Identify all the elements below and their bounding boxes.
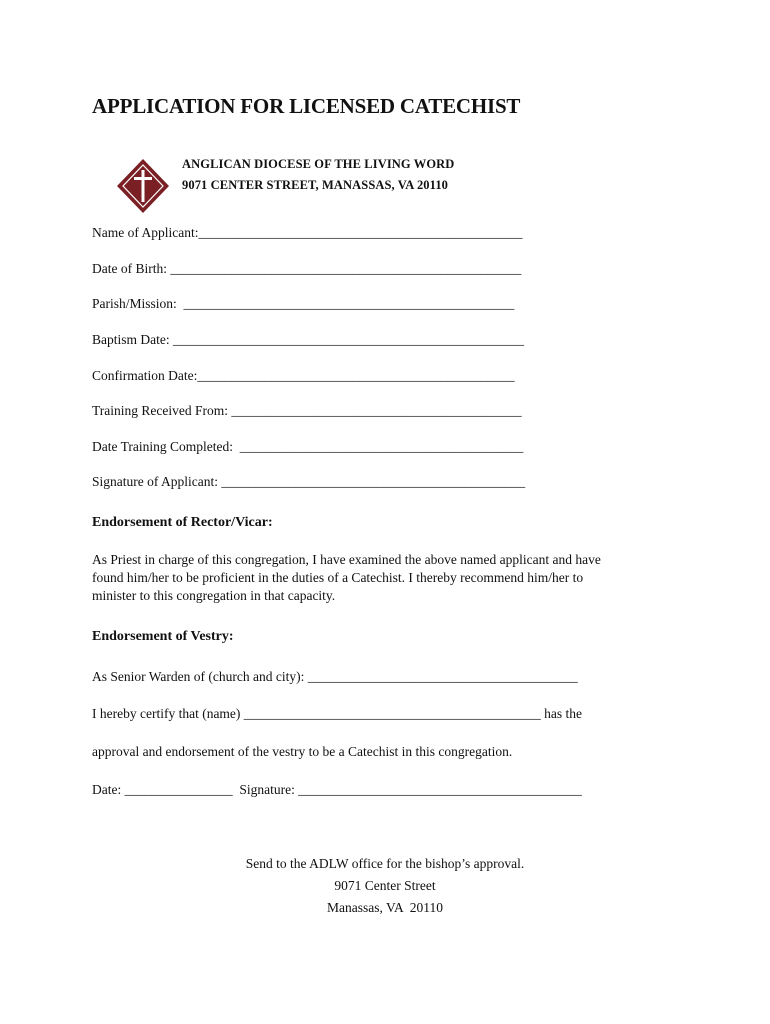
field-name-of-applicant: Name of Applicant:________________________________________________: [92, 225, 523, 240]
rector-paragraph-line: found him/her to be proficient in the duties of a Catechist. I thereby recommend him/her to: [92, 570, 584, 585]
field-certify-name: I hereby certify that (name) ____________________________________________ has the: [92, 706, 583, 721]
org-name: ANGLICAN DIOCESE OF THE LIVING WORD: [182, 157, 455, 171]
field-confirmation-date: Confirmation Date:_______________________________________________: [92, 368, 515, 383]
page-title: APPLICATION FOR LICENSED CATECHIST: [92, 94, 521, 118]
vestry-approval-text: approval and endorsement of the vestry to be a Catechist in this congregation.: [92, 744, 513, 759]
field-senior-warden: As Senior Warden of (church and city): ________________________________________: [92, 669, 578, 684]
footer-instruction: Send to the ADLW office for the bishop’s approval.: [245, 856, 525, 871]
footer-street: 9071 Center Street: [334, 878, 436, 893]
footer-city: Manassas, VA 20110: [326, 900, 443, 915]
rector-endorsement-heading: Endorsement of Rector/Vicar:: [92, 515, 273, 530]
field-date-training-completed: Date Training Completed: __________________________________________: [92, 439, 524, 454]
field-date-of-birth: Date of Birth: ____________________________________________________: [92, 261, 522, 276]
rector-paragraph-line: As Priest in charge of this congregation, I have examined the above named applicant and have: [92, 552, 601, 567]
field-baptism-date: Baptism Date: ____________________________________________________: [92, 332, 524, 347]
field-signature-of-applicant: Signature of Applicant: _____________________________________________: [92, 474, 526, 489]
field-training-received-from: Training Received From: ___________________________________________: [92, 403, 522, 418]
vestry-endorsement-heading: Endorsement of Vestry:: [92, 629, 234, 644]
field-parish-mission: Parish/Mission: _________________________________________________: [92, 296, 515, 311]
field-date-signature: Date: ________________ Signature: __________________________________________: [92, 782, 582, 797]
diocese-logo-icon: [108, 140, 162, 196]
org-address: 9071 CENTER STREET, MANASSAS, VA 20110: [182, 178, 449, 192]
rector-paragraph-line: minister to this congregation in that capacity.: [92, 588, 336, 603]
